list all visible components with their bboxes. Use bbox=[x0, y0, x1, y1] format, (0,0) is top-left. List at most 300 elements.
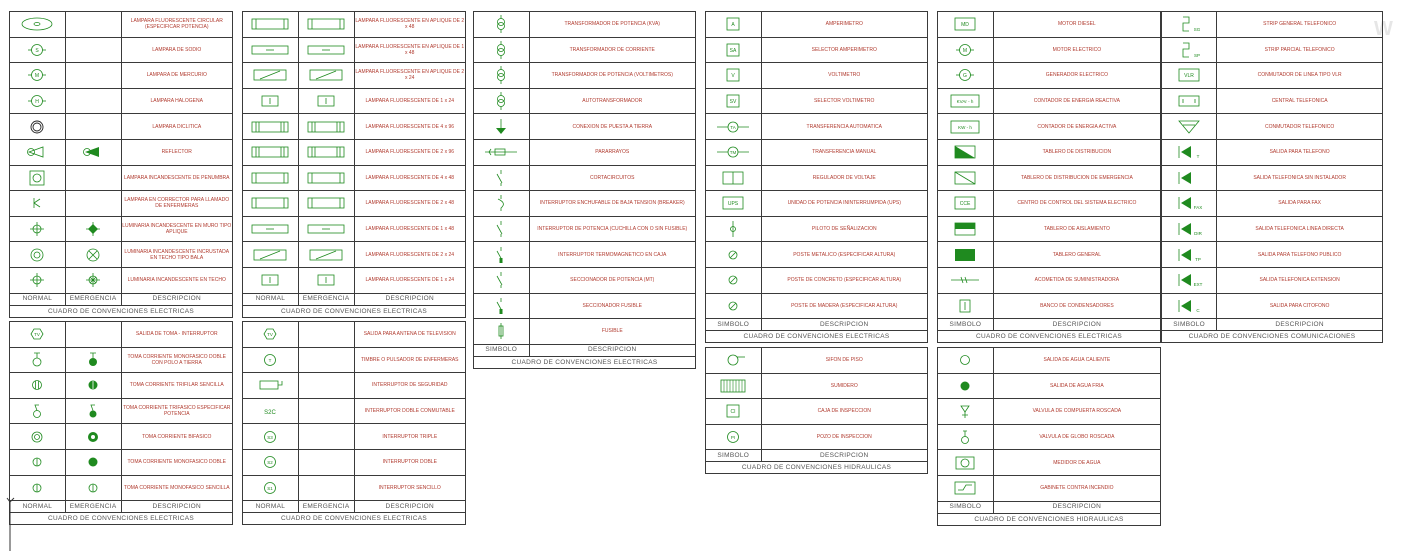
fl-2x48-icon bbox=[243, 12, 299, 38]
sifon-icon bbox=[706, 348, 762, 374]
description-cell: POSTE DE MADERA (ESPECIFICAR ALTURA) bbox=[761, 293, 928, 319]
outlet-trif-f-icon bbox=[65, 398, 121, 424]
table-row bbox=[706, 12, 928, 38]
board-emerg-icon bbox=[938, 165, 994, 191]
table-row bbox=[938, 216, 1161, 242]
table-row bbox=[474, 165, 696, 191]
empty-cell bbox=[65, 114, 121, 140]
table-row bbox=[706, 424, 928, 450]
svg-text:TV: TV bbox=[267, 332, 274, 338]
description-cell: INTERRUPTOR ENCHUFABLE DE BAJA TENSION (BREAKER) bbox=[529, 191, 696, 217]
fl-1x48-icon bbox=[298, 37, 354, 63]
outlet-double-f-icon bbox=[65, 449, 121, 475]
description-cell: SALIDA DE AGUA CALIENTE bbox=[993, 348, 1160, 374]
fl-2x48b-icon bbox=[298, 191, 354, 217]
table-hidraulicas-agua bbox=[937, 347, 1161, 526]
svg-text:CI: CI bbox=[730, 409, 736, 416]
description-cell: INTERRUPTOR DE SEGURIDAD bbox=[354, 373, 466, 399]
table-row bbox=[243, 63, 466, 89]
table-row bbox=[243, 139, 466, 165]
circ-H-icon bbox=[10, 88, 66, 114]
table-row bbox=[474, 12, 696, 38]
table-row bbox=[243, 449, 466, 475]
table-row bbox=[10, 191, 233, 217]
empty-cell bbox=[298, 398, 354, 424]
table-hidraulicas-drenaje bbox=[705, 347, 928, 474]
table-row bbox=[243, 37, 466, 63]
description-cell: AUTOTRANSFORMADOR bbox=[529, 88, 696, 114]
empty-cell bbox=[65, 88, 121, 114]
strip-SP-icon bbox=[1162, 37, 1217, 63]
circ-M2-icon bbox=[938, 37, 994, 63]
svg-text:SA: SA bbox=[729, 47, 737, 54]
table-row bbox=[938, 450, 1161, 476]
empty-cell bbox=[298, 347, 354, 373]
column-header-descripcion: DESCRIPCION bbox=[993, 501, 1160, 513]
circ-G-icon bbox=[938, 63, 994, 89]
tel-FAX-icon bbox=[1162, 191, 1217, 217]
description-cell: SELECTOR AMPERIMETRO bbox=[761, 37, 928, 63]
table-row bbox=[1162, 267, 1383, 293]
svg-text:DIR: DIR bbox=[1194, 231, 1202, 237]
description-cell: STRIP GENERAL TELEFONICO bbox=[1217, 12, 1383, 38]
svg-text:TA: TA bbox=[730, 124, 736, 130]
description-cell: INTERRUPTOR TERMOMAGNETICO EN CAJA bbox=[529, 242, 696, 268]
description-cell: SALIDA TELEFONICA EXTENSION bbox=[1217, 267, 1383, 293]
fl-4x48-icon bbox=[298, 165, 354, 191]
description-cell: SALIDA PARA FAX bbox=[1217, 191, 1383, 217]
table-row bbox=[706, 373, 928, 399]
table-row bbox=[243, 267, 466, 293]
description-cell: LAMPARA FLUORESCENTE DE 1 x 24 bbox=[354, 88, 466, 114]
table-row bbox=[10, 267, 233, 293]
table-row bbox=[938, 348, 1161, 374]
svg-text:G: G bbox=[963, 73, 968, 80]
description-cell: VALVULA DE COMPUERTA ROSCADA bbox=[993, 399, 1160, 425]
table-potencia bbox=[473, 11, 696, 369]
fl-4x96-icon bbox=[298, 114, 354, 140]
sumidero-icon bbox=[706, 373, 762, 399]
description-cell: TRANSFORMADOR DE POTENCIA (VOLTIMETROS) bbox=[529, 63, 696, 89]
table-caption: CUADRO DE CONVENCIONES ELECTRICAS bbox=[705, 331, 928, 343]
table-row bbox=[1162, 165, 1383, 191]
table-row bbox=[938, 114, 1161, 140]
autotrans-icon bbox=[474, 88, 530, 114]
table-row bbox=[243, 347, 466, 373]
text-S2C-icon bbox=[243, 398, 299, 424]
fuse-icon bbox=[474, 319, 530, 345]
table-row bbox=[10, 12, 233, 38]
box-kvar-icon bbox=[938, 88, 994, 114]
description-cell: LUMINARIA INCANDESCENTE EN MURO TIPO APLIQUE bbox=[121, 216, 233, 242]
column-header-emergencia: EMERGENCIA bbox=[65, 293, 121, 305]
fl-diag-icon bbox=[243, 242, 299, 268]
table-caption: CUADRO DE CONVENCIONES COMUNICACIONES bbox=[1161, 331, 1383, 343]
table-row bbox=[938, 139, 1161, 165]
table-row bbox=[706, 348, 928, 374]
column-header-simbolo: SIMBOLO bbox=[1162, 319, 1217, 331]
circ-cross-fill-icon bbox=[65, 216, 121, 242]
box-CCE-icon bbox=[938, 191, 994, 217]
table-row bbox=[243, 373, 466, 399]
description-cell: INTERRUPTOR DOBLE CONMUTABLE bbox=[354, 398, 466, 424]
fl-small-icon bbox=[243, 88, 299, 114]
lightning-icon bbox=[474, 139, 530, 165]
description-cell: MEDIDOR DE AGUA bbox=[993, 450, 1160, 476]
table-row bbox=[10, 63, 233, 89]
description-cell: CENTRO DE CONTROL DEL SISTEMA ELECTRICO bbox=[993, 191, 1160, 217]
table-row bbox=[10, 216, 233, 242]
tel-T-icon bbox=[1162, 139, 1217, 165]
strip-SG-icon bbox=[1162, 12, 1217, 38]
table-header-row bbox=[474, 344, 696, 356]
description-cell: LAMPARA FLUORESCENTE CIRCULAR (ESPECIFICAR POTENCIA) bbox=[121, 12, 233, 38]
table-row bbox=[474, 267, 696, 293]
table-header-row bbox=[10, 293, 233, 305]
svg-text:H: H bbox=[35, 99, 40, 106]
box-MD-icon bbox=[938, 12, 994, 38]
transformer-v-icon bbox=[474, 63, 530, 89]
description-cell: INTERRUPTOR SENCILLO bbox=[354, 475, 466, 501]
empty-cell bbox=[298, 373, 354, 399]
description-cell: SELECTOR VOLTIMETRO bbox=[761, 88, 928, 114]
column-header-descripcion: DESCRIPCION bbox=[529, 344, 696, 356]
fl-diag-icon bbox=[298, 242, 354, 268]
fl-1x48b-icon bbox=[243, 216, 299, 242]
empty-cell bbox=[65, 12, 121, 38]
description-cell: LAMPARA FLUORESCENTE DE 1 x 24 bbox=[354, 267, 466, 293]
description-cell: SALIDA PARA TELEFONO bbox=[1217, 139, 1383, 165]
table-row bbox=[706, 114, 928, 140]
fire-cab-icon bbox=[938, 475, 994, 501]
transformer-c-icon bbox=[474, 37, 530, 63]
description-cell: REFLECTOR bbox=[121, 139, 233, 165]
circ-x-icon bbox=[65, 242, 121, 268]
outlet-trif-icon bbox=[10, 398, 66, 424]
description-cell: TRANSFORMADOR DE CORRIENTE bbox=[529, 37, 696, 63]
description-cell: LAMPARA FLUORESCENTE DE 2 x 48 bbox=[354, 191, 466, 217]
description-cell: SALIDA PARA CITOFONO bbox=[1217, 293, 1383, 319]
table-caption: CUADRO DE CONVENCIONES ELECTRICAS bbox=[473, 357, 696, 369]
svg-text:TM: TM bbox=[730, 150, 737, 156]
table-row bbox=[243, 242, 466, 268]
description-cell: LAMPARA DICLITICA bbox=[121, 114, 233, 140]
svg-text:S2C: S2C bbox=[264, 410, 277, 417]
table-row bbox=[1162, 37, 1383, 63]
table-row bbox=[1162, 191, 1383, 217]
table-caption: CUADRO DE CONVENCIONES HIDRAULICAS bbox=[937, 514, 1161, 526]
description-cell: INTERRUPTOR DE POTENCIA (CUCHILLA CON O SIN FUSIBLE) bbox=[529, 216, 696, 242]
table-row bbox=[243, 165, 466, 191]
table-row bbox=[706, 139, 928, 165]
description-cell: TRANSFERENCIA MANUAL bbox=[761, 139, 928, 165]
table-row bbox=[474, 37, 696, 63]
description-cell: VOLTIMETRO bbox=[761, 63, 928, 89]
table-caption: CUADRO DE CONVENCIONES ELECTRICAS bbox=[242, 306, 466, 318]
circ-S2-icon bbox=[243, 449, 299, 475]
table-row bbox=[10, 373, 233, 399]
description-cell: LAMPARA INCANDESCENTE DE PENUMBRA bbox=[121, 165, 233, 191]
description-cell: LAMPARA DE MERCURIO bbox=[121, 63, 233, 89]
board-iso-icon bbox=[938, 216, 994, 242]
table-header-row bbox=[1162, 319, 1383, 331]
table-row bbox=[243, 88, 466, 114]
pilot-icon bbox=[706, 216, 762, 242]
tel-plain-icon bbox=[1162, 165, 1217, 191]
table-fluorescentes bbox=[242, 11, 466, 318]
circ-S3-icon bbox=[243, 424, 299, 450]
table-row bbox=[1162, 114, 1383, 140]
description-cell: MOTOR ELECTRICO bbox=[993, 37, 1160, 63]
description-cell: POSTE METALICO (ESPECIFICAR ALTURA) bbox=[761, 242, 928, 268]
description-cell: SUMIDERO bbox=[761, 373, 928, 399]
description-cell: GABINETE CONTRA INCENDIO bbox=[993, 475, 1160, 501]
table-row bbox=[243, 475, 466, 501]
description-cell: CORTACIRCUITOS bbox=[529, 165, 696, 191]
switch-sec-icon bbox=[474, 267, 530, 293]
table-row bbox=[938, 373, 1161, 399]
svg-text:S3: S3 bbox=[267, 434, 274, 440]
svg-text:S: S bbox=[35, 47, 40, 54]
svg-text:PI: PI bbox=[731, 435, 736, 441]
table-row bbox=[1162, 293, 1383, 319]
acometida-icon bbox=[938, 267, 994, 293]
table-row bbox=[10, 449, 233, 475]
description-cell: GENERADOR ELECTRICO bbox=[993, 63, 1160, 89]
capacitor-icon bbox=[938, 293, 994, 319]
circ-TA-icon bbox=[706, 114, 762, 140]
description-cell: PARARRAYOS bbox=[529, 139, 696, 165]
description-cell: LAMPARA FLUORESCENTE DE 2 x 24 bbox=[354, 242, 466, 268]
outlet-bif-icon bbox=[10, 424, 66, 450]
description-cell: LAMPARA EN CORRECTOR PARA LLAMADO DE ENFERMERAS bbox=[121, 191, 233, 217]
circ-cross-icon bbox=[10, 216, 66, 242]
table-row bbox=[938, 475, 1161, 501]
table-row bbox=[10, 37, 233, 63]
table-row bbox=[1162, 242, 1383, 268]
fl-diag-icon bbox=[298, 63, 354, 89]
svg-text:VLR: VLR bbox=[1184, 73, 1194, 80]
circ-ring-icon bbox=[10, 242, 66, 268]
table-row bbox=[938, 293, 1161, 319]
table-row bbox=[938, 63, 1161, 89]
description-cell: LAMPARA FLUORESCENTE EN APLIQUE DE 1 x 48 bbox=[354, 37, 466, 63]
post-metal-icon bbox=[706, 242, 762, 268]
central-tel-icon bbox=[1162, 88, 1217, 114]
description-cell: INTERRUPTOR TRIPLE bbox=[354, 424, 466, 450]
table-row bbox=[474, 88, 696, 114]
description-cell: CONEXION DE PUESTA A TIERRA bbox=[529, 114, 696, 140]
tel-DIR-icon bbox=[1162, 216, 1217, 242]
description-cell: TABLERO DE DISTRIBUCION DE EMERGENCIA bbox=[993, 165, 1160, 191]
column-header-descripcion: DESCRIPCION bbox=[121, 501, 233, 513]
table-row bbox=[706, 165, 928, 191]
description-cell: LAMPARA FLUORESCENTE DE 2 x 96 bbox=[354, 139, 466, 165]
fl-2x96-icon bbox=[298, 139, 354, 165]
circ-cross-icon bbox=[10, 267, 66, 293]
table-caption: CUADRO DE CONVENCIONES HIDRAULICAS bbox=[705, 462, 928, 474]
description-cell: SALIDA TELEFONICA SIN INSTALADOR bbox=[1217, 165, 1383, 191]
description-cell: UNIDAD DE POTENCIA ININTERRUMPIDA (UPS) bbox=[761, 191, 928, 217]
table-row bbox=[938, 399, 1161, 425]
description-cell: LUMINARIA INCANDESCENTE EN TECHO bbox=[121, 267, 233, 293]
table-row bbox=[243, 12, 466, 38]
table-iluminacion bbox=[9, 11, 233, 318]
column-header-simbolo: SIMBOLO bbox=[706, 319, 762, 331]
hex-TV-icon bbox=[10, 322, 66, 348]
table-row bbox=[10, 88, 233, 114]
table-header-row bbox=[706, 319, 928, 331]
table-row bbox=[10, 475, 233, 501]
column-header-descripcion: DESCRIPCION bbox=[993, 319, 1160, 331]
table-header-row bbox=[938, 319, 1161, 331]
fl-small-icon bbox=[298, 88, 354, 114]
box-SV-icon bbox=[706, 88, 762, 114]
description-cell: TIMBRE O PULSADOR DE ENFERMERAS bbox=[354, 347, 466, 373]
fl-1x48-icon bbox=[243, 37, 299, 63]
circle-filled-icon bbox=[938, 373, 994, 399]
ellipse-icon bbox=[10, 12, 66, 38]
outlet-single-e-icon bbox=[65, 475, 121, 501]
description-cell: SECCIONADOR DE POTENCIA (MT) bbox=[529, 267, 696, 293]
svg-text:TP: TP bbox=[1195, 256, 1202, 262]
table-row bbox=[474, 242, 696, 268]
description-cell: TOMA CORRIENTE BIFASICO bbox=[121, 424, 233, 450]
svg-text:CCE: CCE bbox=[960, 201, 971, 208]
description-cell: TABLERO DE AISLAMIENTO bbox=[993, 216, 1160, 242]
outlet-tri-f-icon bbox=[65, 373, 121, 399]
table-medicion bbox=[705, 11, 928, 343]
switch-line-icon bbox=[474, 216, 530, 242]
table-tomacorrientes bbox=[9, 321, 233, 525]
column-header-simbolo: SIMBOLO bbox=[938, 501, 994, 513]
description-cell: TOMA CORRIENTE MONOFASICO DOBLE CON POLO A TIERRA bbox=[121, 347, 233, 373]
description-cell: CAJA DE INSPECCION bbox=[761, 399, 928, 425]
outlet-ground-f-icon bbox=[65, 347, 121, 373]
circ-TM-icon bbox=[706, 139, 762, 165]
description-cell: ACOMETIDA DE SUMINISTRADORA bbox=[993, 267, 1160, 293]
description-cell: POZO DE INSPECCION bbox=[761, 424, 928, 450]
switch-arc-icon bbox=[474, 191, 530, 217]
fl-2x48-icon bbox=[298, 12, 354, 38]
box-SA-icon bbox=[706, 37, 762, 63]
description-cell: LAMPARA HALOGENA bbox=[121, 88, 233, 114]
table-row bbox=[938, 165, 1161, 191]
description-cell: TRANSFERENCIA AUTOMATICA bbox=[761, 114, 928, 140]
description-cell: STRIP PARCIAL TELEFONICO bbox=[1217, 37, 1383, 63]
tel-EXT-icon bbox=[1162, 267, 1217, 293]
transformer-icon bbox=[474, 12, 530, 38]
table-row bbox=[10, 165, 233, 191]
table-row bbox=[474, 139, 696, 165]
description-cell: POSTE DE CONCRETO (ESPECIFICAR ALTURA) bbox=[761, 267, 928, 293]
table-row bbox=[706, 216, 928, 242]
table-row bbox=[706, 242, 928, 268]
circle-open-icon bbox=[938, 348, 994, 374]
table-row bbox=[243, 322, 466, 348]
reflector-fill-icon bbox=[65, 139, 121, 165]
circ-cross-x-icon bbox=[65, 267, 121, 293]
svg-text:T: T bbox=[1196, 154, 1200, 160]
table-row bbox=[706, 293, 928, 319]
outlet-ground-icon bbox=[10, 347, 66, 373]
circ-PI-icon bbox=[706, 424, 762, 450]
meter-water-icon bbox=[938, 450, 994, 476]
circ-T-icon bbox=[243, 347, 299, 373]
empty-cell bbox=[65, 191, 121, 217]
svg-text:KVAr - h: KVAr - h bbox=[957, 99, 974, 105]
description-cell: TABLERO DE DISTRIBUCION bbox=[993, 139, 1160, 165]
svg-text:UPS: UPS bbox=[728, 201, 739, 208]
svg-text:SG: SG bbox=[1193, 27, 1201, 33]
svg-text:EXT: EXT bbox=[1193, 282, 1203, 288]
description-cell: TOMA CORRIENTE TRIFILAR SENCILLA bbox=[121, 373, 233, 399]
empty-cell bbox=[65, 37, 121, 63]
fl-small-icon bbox=[298, 267, 354, 293]
table-header-row bbox=[243, 501, 466, 513]
description-cell: BANCO DE CONDENSADORES bbox=[993, 293, 1160, 319]
svg-text:SP: SP bbox=[1194, 52, 1201, 58]
regulator-icon bbox=[706, 165, 762, 191]
table-row bbox=[10, 114, 233, 140]
column-header-emergencia: EMERGENCIA bbox=[298, 501, 354, 513]
description-cell: LUMINARIA INCANDESCENTE INCRUSTADA EN TECHO TIPO BALA bbox=[121, 242, 233, 268]
table-row bbox=[10, 347, 233, 373]
table-row bbox=[474, 191, 696, 217]
svg-text:S2: S2 bbox=[267, 460, 274, 466]
tri-conm-icon bbox=[1162, 114, 1217, 140]
column-header-descripcion: DESCRIPCION bbox=[121, 293, 233, 305]
column-header-normal: NORMAL bbox=[243, 501, 299, 513]
empty-cell bbox=[298, 475, 354, 501]
description-cell: VALVULA DE GLOBO ROSCADA bbox=[993, 424, 1160, 450]
table-row bbox=[706, 88, 928, 114]
description-cell: TOMA CORRIENTE MONOFASICO SENCILLA bbox=[121, 475, 233, 501]
board-dist-icon bbox=[938, 139, 994, 165]
double-circle-icon bbox=[10, 114, 66, 140]
table-row bbox=[938, 191, 1161, 217]
description-cell: CONTADOR DE ENERGIA ACTIVA bbox=[993, 114, 1160, 140]
svg-text:S1: S1 bbox=[267, 485, 274, 491]
table-row bbox=[243, 216, 466, 242]
description-cell: INTERRUPTOR DOBLE bbox=[354, 449, 466, 475]
table-row bbox=[938, 88, 1161, 114]
column-header-descripcion: DESCRIPCION bbox=[761, 319, 928, 331]
outlet-tri-icon bbox=[10, 373, 66, 399]
bracket-x-icon bbox=[10, 191, 66, 217]
table-row bbox=[706, 399, 928, 425]
fl-small-icon bbox=[243, 267, 299, 293]
column-header-normal: NORMAL bbox=[10, 501, 66, 513]
description-cell: REGULADOR DE VOLTAJE bbox=[761, 165, 928, 191]
table-header-row bbox=[706, 450, 928, 462]
fl-2x48b-icon bbox=[243, 191, 299, 217]
table-row bbox=[10, 139, 233, 165]
empty-cell bbox=[298, 424, 354, 450]
square-circle-icon bbox=[10, 165, 66, 191]
svg-text:M: M bbox=[35, 73, 40, 80]
security-icon bbox=[243, 373, 299, 399]
svg-text:SV: SV bbox=[729, 99, 737, 106]
svg-text:A: A bbox=[731, 22, 735, 29]
column-header-simbolo: SIMBOLO bbox=[706, 450, 762, 462]
column-header-descripcion: DESCRIPCION bbox=[1217, 319, 1383, 331]
description-cell: CONMUTADOR DE LINEA TIPO VLR bbox=[1217, 63, 1383, 89]
description-cell: LAMPARA FLUORESCENTE DE 4 x 48 bbox=[354, 165, 466, 191]
fl-4x96-icon bbox=[243, 114, 299, 140]
post-wood-icon bbox=[706, 293, 762, 319]
box-A-icon bbox=[706, 12, 762, 38]
